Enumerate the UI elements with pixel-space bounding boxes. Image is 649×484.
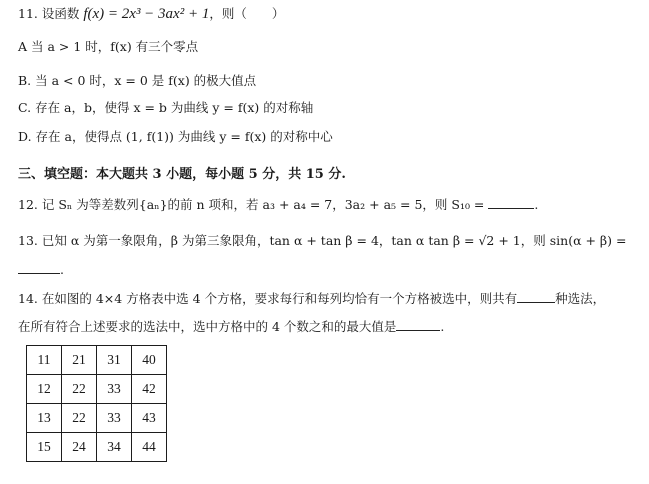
number-grid [26, 345, 167, 462]
grid-row [27, 346, 167, 375]
grid-row [27, 433, 167, 462]
question-14-line-2: 在所有符合上述要求的选法中，选中方格中的 4 个数之和的最大值是 . [18, 319, 445, 334]
grid-cell: 40 [132, 346, 167, 375]
grid-cell: 42 [132, 375, 167, 404]
q13-answer-blank[interactable] [18, 263, 60, 274]
grid-cell: 44 [132, 433, 167, 462]
grid-row [27, 404, 167, 433]
grid-cell: 33 [97, 375, 132, 404]
grid-cell: 12 [27, 375, 62, 404]
grid-cell: 22 [62, 404, 97, 433]
grid-cell: 43 [132, 404, 167, 433]
q14-answer-blank-1[interactable] [517, 292, 555, 303]
q11-option-b: B. 当 a < 0 时，x = 0 是 f(x) 的极大值点 [18, 73, 257, 88]
grid-cell: 33 [97, 404, 132, 433]
grid-cell: 24 [62, 433, 97, 462]
question-12: 12. 记 Sₙ 为等差数列{aₙ}的前 n 项和，若 a₃ + a₄ = 7，3a₂ + a₅ = 5，则 S₁₀ = . [18, 197, 539, 212]
question-14-line-1: 14. 在如图的 4×4 方格表中选 4 个方格，要求每行和每列均恰有一个方格被选中，则共有 种选法， [18, 291, 606, 306]
grid-cell: 21 [62, 346, 97, 375]
grid-row [27, 375, 167, 404]
q13-answer-line: . [18, 262, 64, 277]
q14-answer-blank-2[interactable] [396, 320, 440, 331]
q12-answer-blank[interactable] [488, 198, 534, 209]
grid-cell: 11 [27, 346, 62, 375]
grid-cell: 34 [97, 433, 132, 462]
q11-formula: f(x) = 2x³ − 3ax² + 1 [83, 6, 210, 22]
grid-cell: 15 [27, 433, 62, 462]
section-3-title: 三、填空题：本大题共 3 小题，每小题 5 分，共 15 分. [18, 167, 346, 182]
grid-cell: 22 [62, 375, 97, 404]
q11-option-a: A 当 a > 1 时，f(x) 有三个零点 [18, 39, 199, 54]
grid-cell: 13 [27, 404, 62, 433]
q11-option-d: D. 存在 a，使得点 (1, f(1)) 为曲线 y = f(x) 的对称中心 [18, 129, 333, 144]
question-11-stem: 11. 设函数 f(x) = 2x³ − 3ax² + 1，则（ ） [18, 6, 285, 22]
question-13: 13. 已知 α 为第一象限角，β 为第三象限角，tan α + tan β = 4，tan α tan β = √2 + 1，则 sin(α + β) = [18, 233, 627, 248]
grid-cell: 31 [97, 346, 132, 375]
q11-option-c: C. 存在 a，b，使得 x = b 为曲线 y = f(x) 的对称轴 [18, 100, 314, 115]
